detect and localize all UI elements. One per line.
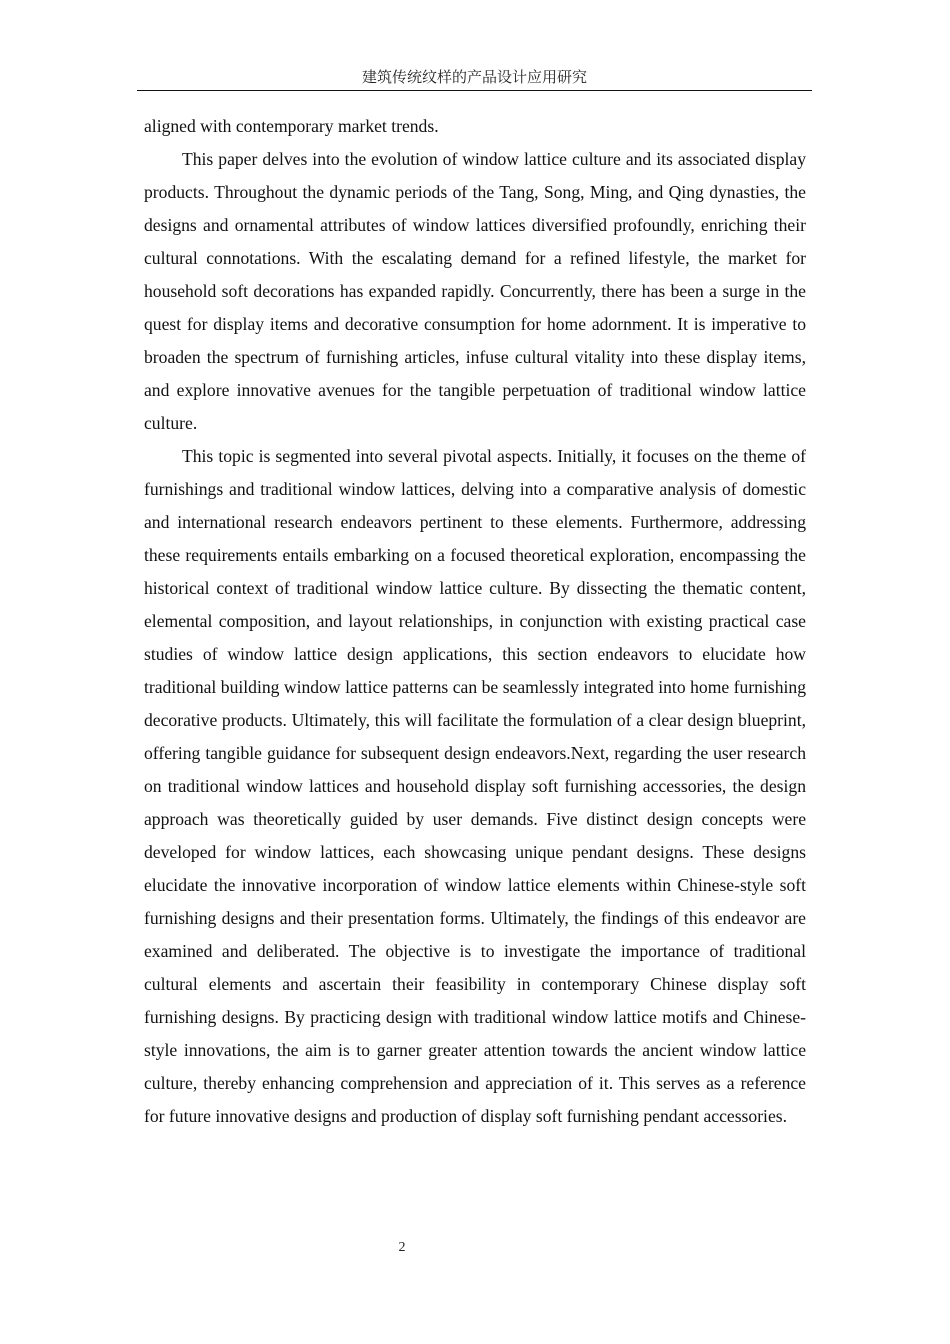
page-number: 2 [398,1240,406,1255]
body-text [144,110,806,1133]
running-header-title: 建筑传统纹样的产品设计应用研究 [361,68,587,86]
paragraph-topic-overview: This topic is segmented into several pivotal aspects. Initially, it focuses on the theme of furnishings and traditional window lattices, delving into a comparative analysis of domestic and international research endeavors pertinent to these elements. Furthermore, addressing these requirements entails embarking on a focused theoretical exploration, encompassing the historical context of traditional window lattice culture. By dissecting the thematic content, elemental composition, and layout relationships, in conjunction with existing practical case studies of window lattice design applications, this section endeavors to elucidate how traditional building window lattice patterns can be seamlessly integrated into home furnishing decorative products. Ultimately, this will facilitate the formulation of a clear design blueprint, offering tangible guidance for subsequent design endeavors.Next, regarding the user research on traditional window lattices and household display soft furnishing accessories, the design approach was theoretically guided by user demands. Five distinct design concepts were developed for window lattices, each showcasing unique pendant designs. These designs elucidate the innovative incorporation of window lattice elements within Chinese-style soft furnishing designs and their presentation forms. Ultimately, the findings of this endeavor are examined and deliberated. The objective is to investigate the importance of traditional cultural elements and ascertain their feasibility in contemporary Chinese display soft furnishing designs. By practicing design with traditional window lattice motifs and Chinese-style innovations, the aim is to garner greater attention towards the ancient window lattice culture, thereby enhancing comprehension and appreciation of it. This serves as a reference for future innovative designs and production of display soft furnishing pendant accessories. [144,446,806,1126]
paragraph-window-lattice-culture: This paper delves into the evolution of window lattice culture and its associated display products. Throughout the dynamic periods of the Tang, Song, Ming, and Qing dynasties, the designs and ornamental attributes of window lattices diversified profoundly, enriching their cultural connotations. With the escalating demand for a refined lifestyle, the market for household soft decorations has expanded rapidly. Concurrently, there has been a surge in the quest for display items and decorative consumption for home adornment. It is imperative to broaden the spectrum of furnishing articles, infuse cultural vitality into these display items, and explore innovative avenues for the tangible perpetuation of traditional window lattice culture. [144,149,806,433]
paragraph-continuation: aligned with contemporary market trends. [144,116,439,136]
header-divider [137,90,812,91]
